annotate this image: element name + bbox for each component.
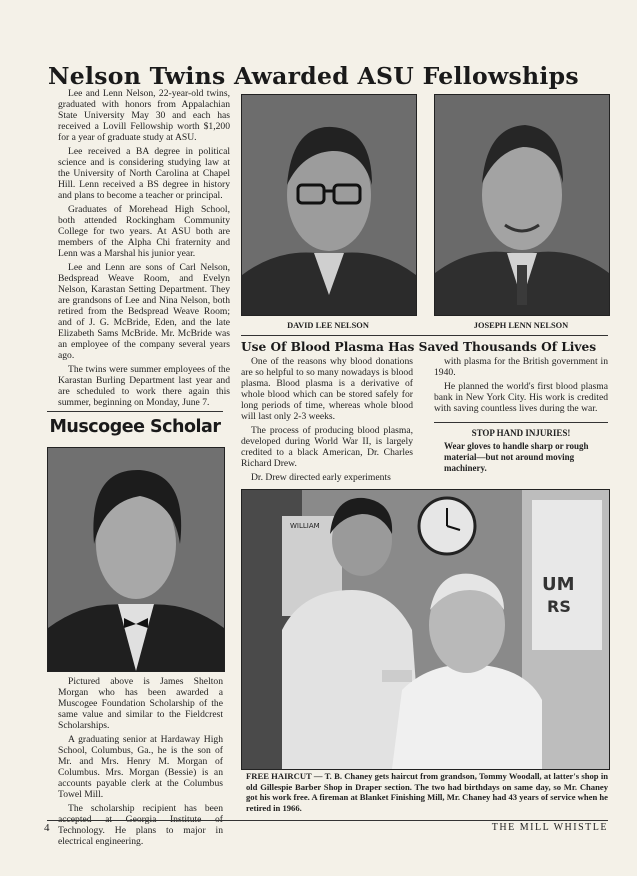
haircut-caption: FREE HAIRCUT — T. B. Chaney gets haircut from grandson, Tommy Woodall, at latter's shop in old Gillespie Barber Shop in Draper section. The two had birthdays on same day, so Mr. Chaney got his work free. A fireman at Blanket Finishing Mill, Mr. Chaney had 43 years of service when he retired in 1966. xyxy=(246,771,608,813)
caption-joseph-lenn-nelson: JOSEPH LENN NELSON xyxy=(473,321,569,330)
photo-david-lee-nelson xyxy=(241,94,417,316)
safety-heading: STOP HAND INJURIES! xyxy=(471,428,571,438)
window-letters-1: UM xyxy=(542,574,575,595)
portrait-image xyxy=(242,95,416,315)
muscogee-heading: Muscogee Scholar xyxy=(49,417,221,437)
plasma-paragraph: with plasma for the British government in 1940. xyxy=(434,356,608,378)
page-number: 4 xyxy=(44,822,50,834)
nelson-paragraph: The twins were summer employees of the Karastan Burling Department last year and are scheduled to work there again this summer, beginning on Monday, June 7. xyxy=(58,364,230,408)
window-letters-2: RS xyxy=(547,597,571,616)
portrait-image xyxy=(48,448,224,671)
wall-sign-text: WILLIAM xyxy=(290,522,320,530)
caption-david-lee-nelson: DAVID LEE NELSON xyxy=(287,321,369,330)
photo-joseph-lenn-nelson xyxy=(434,94,610,316)
safety-text: Wear gloves to handle sharp or rough material—but not around moving machinery. xyxy=(444,441,589,473)
muscogee-paragraph: A graduating senior at Hardaway High School, Columbus, Ga., he is the son of Mr. and Mrs. Henry M. Morgan of Columbus. Mrs. Morgan (Bessie) is an accounts payable clerk at the Columbus Towel Mill. xyxy=(58,734,223,800)
plasma-paragraph: He planned the world's first blood plasma bank in New York City. His work is credited with saving countless lives during the war. xyxy=(434,381,608,414)
portrait-image xyxy=(435,95,609,315)
plasma-paragraph: One of the reasons why blood donations are so helpful to so many nowadays is blood plasma. Blood plasma is a derivative of whole blood which can be stored safely for long periods of time, whereas whole blood will last only 2-3 weeks. xyxy=(241,356,413,422)
safety-rule xyxy=(434,422,608,423)
plasma-column-1 xyxy=(241,356,413,486)
muscogee-paragraph: The scholarship recipient has been Technology. He plans to major in electrical engineering. xyxy=(58,803,223,847)
nelson-paragraph: Lee and Lenn Nelson, 22-year-old twins, graduated with honors from Appalachian State University May 30 and each has received a Lovill Fellowship worth $1,200 for a year of graduate study at ASU. xyxy=(58,88,230,143)
photo-free-haircut xyxy=(241,489,610,770)
barbershop-image xyxy=(242,490,609,769)
muscogee-paragraph: Pictured above is James Shelton Morgan who has been awarded a Muscogee Foundation Scholarship of the same value and similar to the Fieldcrest Scholarships. xyxy=(58,676,223,731)
muscogee-article xyxy=(58,676,223,850)
photo-james-shelton-morgan xyxy=(47,447,225,672)
nelson-article xyxy=(58,88,230,411)
page-headline: Nelson Twins Awarded ASU Fellowships xyxy=(48,62,579,90)
publication-name: THE MILL WHISTLE xyxy=(491,822,608,833)
nelson-paragraph: Lee and Lenn are sons of Carl Nelson, Bedspread Weave Room, and Evelyn Nelson, Karastan Setting Department. They are grandsons of Lee and Nina Nelson, both retired from the Bedspread Weave Room; and of J. G. McBride, Eden, and the late Elizabeth Sams McBride. Mr. McBride was an employee of the company several years ago. xyxy=(58,262,230,361)
nelson-paragraph: Lee received a BA degree in political science and is considering studying law at the University of North Carolina at Chapel Hill. Lenn received a BS degree in history and plans to become a teacher or principal. xyxy=(58,146,230,201)
section-divider xyxy=(241,335,608,336)
footer-rule xyxy=(47,820,608,821)
plasma-column-2 xyxy=(434,356,608,417)
nelson-paragraph: Graduates of Morehead High School, both attended Rockingham Community College for two years. At ASU both are members of the Alpha Chi fraternity and Lenn was a Marshal his junior year. xyxy=(58,204,230,259)
plasma-paragraph: Dr. Drew directed early experiments xyxy=(251,472,391,483)
plasma-heading: Use Of Blood Plasma Has Saved Thousands Of Lives xyxy=(241,340,597,354)
plasma-paragraph: The process of producing blood plasma, developed during World War II, is largely credited to a black American, Dr. Charles Richard Drew. xyxy=(241,425,413,469)
muscogee-top-rule xyxy=(47,411,223,412)
